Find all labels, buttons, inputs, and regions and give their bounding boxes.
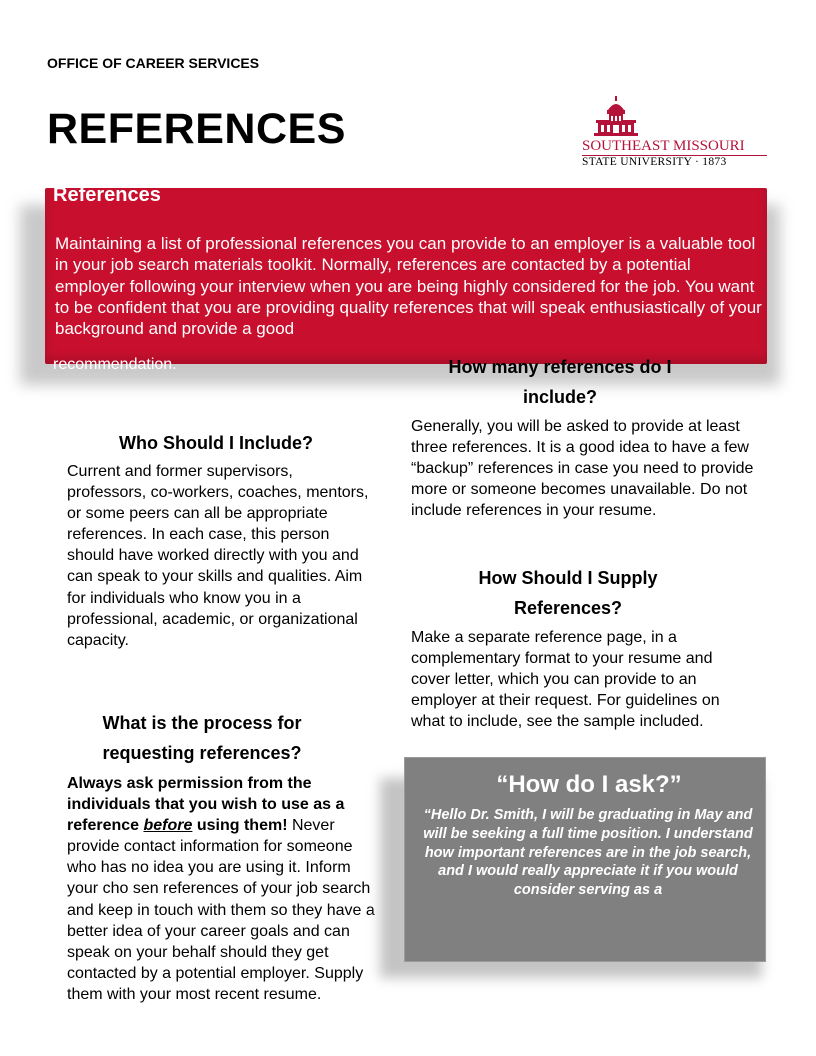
logo-university-name: SOUTHEAST MISSOURI	[582, 138, 745, 154]
how-many-body: Generally, you will be asked to provide at least three references. It is a good idea to have a few “backup” references in case you need to provide more or someone becomes unavailable. Do not include references in your resume.	[411, 418, 754, 520]
office-label: OFFICE OF CAREER SERVICES	[47, 55, 260, 71]
logo-subtitle: STATE UNIVERSITY · 1873	[582, 156, 727, 168]
process-heading: What is the process for requesting references?	[102, 713, 302, 763]
building-dome-icon	[592, 96, 640, 136]
how-many-heading: How many references do I include?	[448, 357, 672, 407]
banner-body: Maintaining a list of professional references you can provide to an employer is a valuable tool in your job search materials toolkit. Normally, references are contacted by a potential employer following your interview when you are being highly considered for the job. You want to be confident that you are providing quality references that will speak enthusiastically of your background and provide a good	[55, 234, 762, 339]
supply-body: Make a separate reference page, in a complementary format to your resume and cover letter, which you can provide to an employer at their request. For guidelines on what to include, see the sample included.	[411, 629, 720, 731]
process-body-bold-end: using them!	[192, 817, 288, 835]
process-body-bold-start: Always ask permission from the individuals that you wish to use as a reference	[67, 775, 345, 835]
process-body-emphasis: before	[143, 817, 193, 835]
supply-heading: How Should I Supply References?	[478, 568, 658, 618]
process-body-rest: Never provide contact information for someone who has no idea you are using it. Inform your cho sen references of your job search and keep in touch with them so they have a better idea of your career goals and can speak on your behalf should they get contacted by a potential employer. Supply them with your most recent resume.	[67, 817, 375, 1003]
who-body: Current and former supervisors, professors, co-workers, coaches, mentors, or some peers can all be appropriate references. In each case, this person should have worked directly with you and can speak to your skills and qualities. Aim for individuals who know you in a professional, academic, or organizational capacity.	[67, 463, 369, 649]
university-logo	[582, 96, 770, 172]
callout-title: “How do I ask?”	[496, 771, 682, 798]
process-body	[67, 773, 377, 1005]
who-heading: Who Should I Include?	[119, 433, 313, 453]
banner-body-tail: recommendation.	[53, 356, 177, 373]
banner-heading: References	[53, 184, 161, 206]
callout-body: “Hello Dr. Smith, I will be graduating in May and will be seeking a full time position. I understand how important references are in the job search, and I would really appreciate it if you would consider serving as a	[423, 807, 753, 899]
page-title: REFERENCES	[47, 105, 346, 153]
